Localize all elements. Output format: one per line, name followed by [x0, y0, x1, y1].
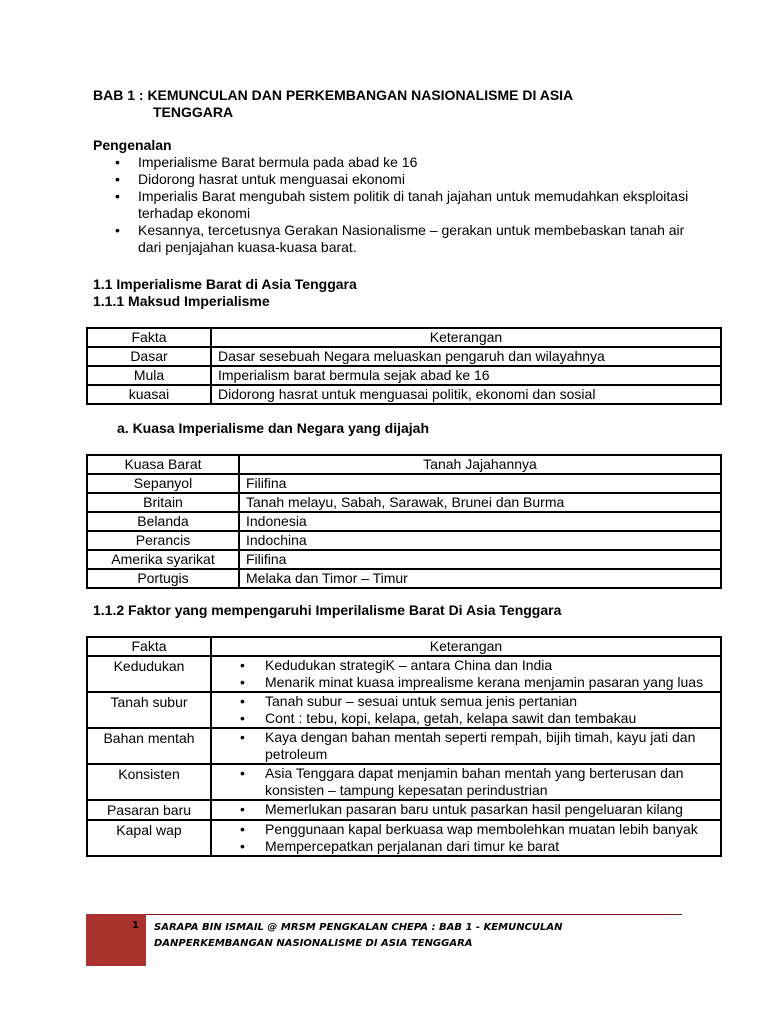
page-number: 1	[132, 920, 139, 931]
table-row	[87, 531, 721, 550]
table-cell	[211, 692, 721, 728]
table-cell: Kedudukan	[87, 656, 211, 692]
maksud-imperialisme-table	[86, 327, 722, 405]
section-1-1-heading: 1.1 Imperialisme Barat di Asia Tenggara	[93, 276, 357, 292]
intro-bullet: • Kesannya, tercetusnya Gerakan Nasionalisme – gerakan untuk membebaskan tanah air dari penjajahan kuasa-kuasa barat.	[93, 222, 693, 256]
list-item: • Menarik minat kuasa imprealisme kerana menjamin pasaran yang luas	[218, 674, 714, 691]
list-item: • Kedudukan strategiK – antara China dan India	[218, 657, 714, 674]
chapter-title-line1: BAB 1 : KEMUNCULAN DAN PERKEMBANGAN NASIONALISME DI ASIA	[93, 87, 574, 103]
table-cell: Tanah melayu, Sabah, Sarawak, Brunei dan Burma	[239, 493, 721, 512]
table-header-cell: Fakta	[87, 637, 211, 656]
table-header-row	[87, 328, 721, 347]
table-cell: Melaka dan Timor – Timur	[239, 569, 721, 588]
table-cell: Sepanyol	[87, 474, 239, 493]
table-row	[87, 550, 721, 569]
table-header-row	[87, 455, 721, 474]
kuasa-imperialisme-table	[86, 454, 722, 589]
table-row	[87, 764, 721, 800]
table-cell: Pasaran baru	[87, 800, 211, 820]
table-cell: Tanah subur	[87, 692, 211, 728]
table-row	[87, 474, 721, 493]
table-cell: Indonesia	[239, 512, 721, 531]
table-cell: kuasai	[87, 385, 211, 404]
intro-bullet: • Imperialis Barat mengubah sistem politik di tanah jajahan untuk memudahkan eksploitasi terhadap ekonomi	[93, 188, 693, 222]
table-row	[87, 728, 721, 764]
table-row	[87, 569, 721, 588]
table-cell: Indochina	[239, 531, 721, 550]
table-cell: Kapal wap	[87, 820, 211, 856]
table-cell: Amerika syarikat	[87, 550, 239, 569]
intro-bullet-list	[93, 154, 693, 256]
chapter-title	[93, 87, 653, 121]
table-header-row	[87, 637, 721, 656]
table-cell: Perancis	[87, 531, 239, 550]
table-cell: Portugis	[87, 569, 239, 588]
table-cell: Konsisten	[87, 764, 211, 800]
table-row	[87, 692, 721, 728]
list-item: • Cont : tebu, kopi, kelapa, getah, kelapa sawit dan tembakau	[218, 710, 714, 727]
section-1-1-1-heading: 1.1.1 Maksud Imperialisme	[93, 293, 270, 309]
intro-bullet: • Imperialisme Barat bermula pada abad ke 16	[93, 154, 693, 171]
list-item: • Kaya dengan bahan mentah seperti rempah, bijih timah, kayu jati dan petroleum	[218, 729, 714, 763]
table-cell: Britain	[87, 493, 239, 512]
section-a-heading: a. Kuasa Imperialisme dan Negara yang dijajah	[117, 420, 430, 436]
table-row	[87, 820, 721, 856]
table-cell: Filifina	[239, 474, 721, 493]
table-cell	[211, 728, 721, 764]
table-cell: Bahan mentah	[87, 728, 211, 764]
footer-divider	[146, 914, 682, 915]
faktor-imperialisme-table	[86, 636, 722, 857]
bullet-list	[218, 821, 714, 855]
table-row	[87, 493, 721, 512]
list-item: • Penggunaan kapal berkuasa wap membolehkan muatan lebih banyak	[218, 821, 714, 838]
table-header-cell: Kuasa Barat	[87, 455, 239, 474]
table-cell	[211, 820, 721, 856]
chapter-title-line2: TENGGARA	[153, 104, 234, 120]
table-row	[87, 366, 721, 385]
table-header-cell: Tanah Jajahannya	[239, 455, 721, 474]
intro-heading: Pengenalan	[93, 137, 172, 153]
list-item: • Mempercepatkan perjalanan dari timur ke barat	[218, 838, 714, 855]
table-cell: Didorong hasrat untuk menguasai politik, ekonomi dan sosial	[211, 385, 721, 404]
table-header-cell: Fakta	[87, 328, 211, 347]
table-cell: Dasar	[87, 347, 211, 366]
bullet-list	[218, 693, 714, 727]
table-row	[87, 347, 721, 366]
table-cell: Imperialism barat bermula sejak abad ke 16	[211, 366, 721, 385]
table-row	[87, 800, 721, 820]
bullet-list	[218, 765, 714, 799]
table-row	[87, 385, 721, 404]
footer-text: SARAPA BIN ISMAIL @ MRSM PENGKALAN CHEPA : BAB 1 - KEMUNCULAN DANPERKEMBANGAN NASIONALISME DI ASIA TENGGARA	[154, 922, 563, 949]
table-header-cell: Keterangan	[211, 637, 721, 656]
table-cell	[211, 764, 721, 800]
table-cell	[211, 800, 721, 820]
bullet-list	[218, 801, 714, 818]
bullet-list	[218, 657, 714, 691]
table-cell: Filifina	[239, 550, 721, 569]
section-1-1-2-heading: 1.1.2 Faktor yang mempengaruhi Imperilalisme Barat Di Asia Tenggara	[93, 602, 562, 618]
table-row	[87, 512, 721, 531]
table-header-cell: Keterangan	[211, 328, 721, 347]
bullet-list	[218, 729, 714, 763]
list-item: • Asia Tenggara dapat menjamin bahan mentah yang berterusan dan konsisten – tampung kepesatan perindustrian	[218, 765, 714, 799]
list-item: • Memerlukan pasaran baru untuk pasarkan hasil pengeluaran kilang	[218, 801, 714, 818]
table-cell: Mula	[87, 366, 211, 385]
table-cell: Belanda	[87, 512, 239, 531]
table-row	[87, 656, 721, 692]
list-item: • Tanah subur – sesuai untuk semua jenis pertanian	[218, 693, 714, 710]
table-cell	[211, 656, 721, 692]
intro-bullet: • Didorong hasrat untuk menguasai ekonomi	[93, 171, 693, 188]
table-cell: Dasar sesebuah Negara meluaskan pengaruh dan wilayahnya	[211, 347, 721, 366]
